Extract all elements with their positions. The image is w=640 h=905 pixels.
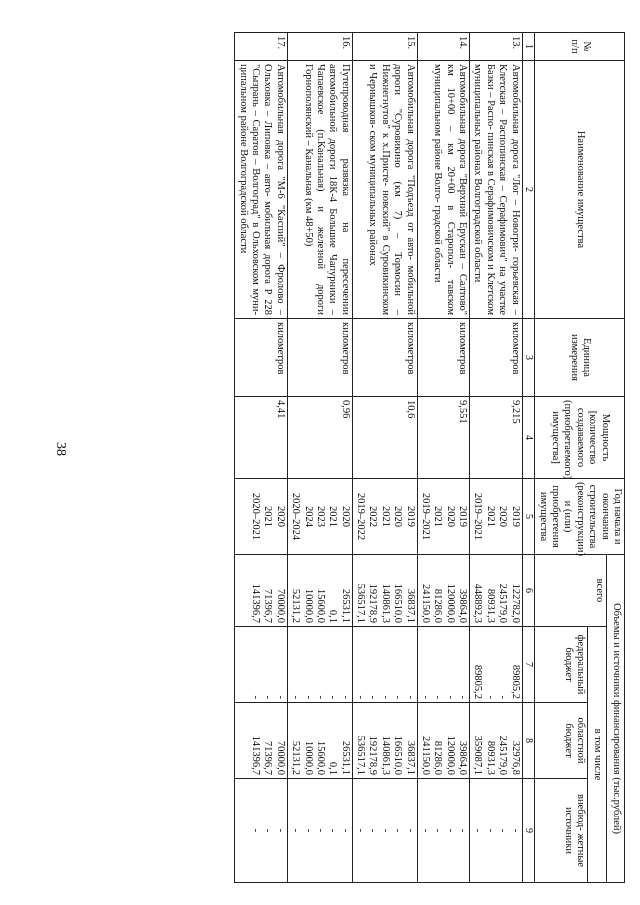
header-years: Год начала и окончания строительства (реконструкции) и (или) приобретения имущества [535, 479, 625, 555]
years-cell-value: 2024 [302, 506, 314, 527]
regional-cell-value: 70000,0 [274, 740, 286, 775]
years-cell-value: 2020–2021 [250, 492, 262, 541]
total-cell-value: 141396,7 [250, 583, 262, 623]
federal-cell [352, 627, 417, 703]
column-index-cell: 7 [522, 627, 535, 703]
header-funding: Объемы и источники финансирования (тыс.рублей) [607, 555, 625, 883]
rotated-table-wrapper [85, 32, 625, 882]
row-number: 15. [352, 33, 417, 61]
federal-cell [235, 627, 288, 703]
header-total: всего [535, 555, 607, 627]
row-number: 13. [470, 33, 523, 61]
property-name: Автомобильная дорога "Лог – Новогри- горьевская – Клетская – Распопинская – Серафимович" на участке Базки – Распо- пинская в Серафимовичском и Клетском муниципальных районах Волгоградской области [470, 61, 523, 319]
total-cell-value: 81286,0 [432, 588, 444, 623]
extra-cell [417, 779, 470, 883]
regional-cell-value: 359087,1 [472, 735, 484, 775]
property-name: Автомобильная дорога "М-6 "Каспий" – Фролово – Ольховка – Липовка – авто- мобильная дорога Р 228 "Сызрань – Саратов – Волгоград" в Ольховском муни- ципальном районе Волгоградской области [235, 61, 288, 319]
header-federal: федеральный бюджет [535, 627, 588, 703]
extra-cell-value: - [290, 828, 302, 833]
regional-cell [352, 703, 417, 779]
federal-cell-value: - [444, 695, 456, 699]
total-cell-value: 10000,0 [302, 588, 314, 623]
extra-cell-value: - [302, 828, 314, 833]
regional-cell-value: 10000,0 [302, 740, 314, 775]
regional-cell-value: 120000,0 [444, 735, 456, 775]
total-cell-value: 192178,9 [367, 583, 379, 623]
federal-cell-value: 89805,2 [472, 664, 484, 699]
federal-cell-value: - [302, 695, 314, 699]
property-name: Автомобильная дорога "Подъезд от авто- мобильной дороги "Суровикино (км 7) – Тормосин – Нижнегнутов" к х.Присте- новский" в Суровикинском и Чернышков- ском муниципальных районах [352, 61, 417, 319]
regional-cell-value: 241150,0 [419, 736, 431, 775]
years-cell-value: 2021 [432, 506, 444, 527]
column-index-cell: 5 [522, 479, 535, 555]
years-cell-value: 2023 [314, 506, 326, 527]
extra-cell-value: - [497, 828, 509, 833]
header-name: Наименование имущества [535, 61, 625, 319]
capacity-cell: 9,551 [417, 397, 470, 479]
header-capacity: Мощность [количество создаваемого (приобретаемого) имущества] [535, 397, 625, 479]
federal-cell-value: - [367, 695, 379, 699]
years-cell [235, 479, 288, 555]
extra-cell [235, 779, 288, 883]
total-cell [352, 555, 417, 627]
extra-cell-value: - [484, 828, 496, 833]
federal-cell-value: - [314, 695, 326, 699]
regional-cell-value: 26531,1 [339, 740, 351, 775]
years-cell-value: 2020 [339, 506, 351, 527]
table-row [470, 33, 523, 883]
years-cell-value: 2021 [327, 506, 339, 527]
regional-cell-value: 71396,7 [262, 740, 274, 775]
years-cell [417, 479, 470, 555]
federal-cell [287, 627, 352, 703]
regional-cell [287, 703, 352, 779]
federal-cell-value: - [274, 695, 286, 699]
federal-cell-value: - [262, 695, 274, 699]
years-cell-value: 2022 [367, 506, 379, 527]
column-index-cell: 6 [522, 555, 535, 627]
years-cell-value: 2019–2022 [355, 492, 367, 541]
regional-cell-value: 36837,1 [404, 740, 416, 775]
regional-cell-value: 166510,0 [392, 735, 404, 775]
regional-cell [417, 703, 470, 779]
table-row [287, 33, 352, 883]
row-number: 14. [417, 33, 470, 61]
extra-cell-value: - [327, 828, 339, 833]
extra-cell-value: - [314, 828, 326, 833]
regional-cell-value: 52131,2 [290, 740, 302, 775]
federal-cell-value: - [250, 695, 262, 699]
total-cell-value: 120000,0 [444, 583, 456, 623]
federal-cell [470, 627, 523, 703]
extra-cell-value: - [509, 828, 521, 833]
extra-cell-value: - [250, 828, 262, 833]
extra-cell-value: - [355, 828, 367, 833]
years-cell-value: 2019 [404, 506, 416, 527]
total-cell-value: 39864,0 [457, 588, 469, 623]
federal-cell-value: - [290, 695, 302, 699]
years-cell-value: 2020 [274, 506, 286, 527]
regional-cell-value: 140861,3 [379, 735, 391, 775]
years-cell [287, 479, 352, 555]
total-cell-value: 536517,1 [355, 583, 367, 623]
header-num: № п/п [535, 33, 625, 61]
extra-cell-value: - [379, 828, 391, 833]
capacity-cell: 9,215 [470, 397, 523, 479]
years-cell-value: 2020–2024 [290, 492, 302, 541]
regional-cell-value: 81286,0 [432, 740, 444, 775]
years-cell-value: 2019–2021 [419, 492, 431, 541]
years-cell-value: 2019 [509, 506, 521, 527]
extra-cell-value: - [262, 828, 274, 833]
total-cell [417, 555, 470, 627]
header-incl: в том числе [588, 627, 607, 883]
row-number: 17. [235, 33, 288, 61]
regional-cell-value: 39864,0 [457, 740, 469, 775]
total-cell-value: 241150,0 [419, 584, 431, 623]
total-cell-value: 80931,3 [484, 588, 496, 623]
extra-cell [287, 779, 352, 883]
federal-cell-value: - [327, 695, 339, 699]
total-cell-value: 140861,3 [379, 583, 391, 623]
years-cell-value: 2021 [262, 506, 274, 527]
federal-cell-value: - [497, 695, 509, 699]
extra-cell-value: - [432, 828, 444, 833]
extra-cell [470, 779, 523, 883]
unit-cell: километров [287, 319, 352, 397]
extra-cell-value: - [367, 828, 379, 833]
total-cell-value: 26531,1 [339, 588, 351, 623]
federal-cell-value: - [419, 695, 431, 699]
unit-cell: километров [352, 319, 417, 397]
extra-cell-value: - [392, 828, 404, 833]
total-cell-value: 245179,0 [497, 583, 509, 623]
header-unit: Единица измерения [535, 319, 625, 397]
regional-cell-value: 141396,7 [250, 735, 262, 775]
table-row [235, 33, 288, 883]
table-row [417, 33, 470, 883]
column-index-cell: 8 [522, 703, 535, 779]
regional-cell-value: 0,1 [327, 761, 339, 775]
total-cell-value: 15600,0 [314, 588, 326, 623]
extra-cell-value: - [472, 828, 484, 833]
total-cell-value: 71396,7 [262, 588, 274, 623]
years-cell-value: 2021 [484, 506, 496, 527]
regional-cell [235, 703, 288, 779]
table-body [235, 33, 522, 883]
years-cell-value: 2020 [444, 506, 456, 527]
extra-cell-value: - [419, 828, 431, 833]
federal-cell-value: - [404, 695, 416, 699]
extra-cell-value: - [274, 828, 286, 833]
total-cell-value: 0,1 [327, 609, 339, 623]
unit-cell: километров [235, 319, 288, 397]
extra-cell-value: - [457, 828, 469, 833]
federal-cell-value: - [379, 695, 391, 699]
total-cell [235, 555, 288, 627]
regional-cell [470, 703, 523, 779]
years-cell-value: 2019 [457, 506, 469, 527]
years-cell-value: 2020 [497, 506, 509, 527]
federal-cell [417, 627, 470, 703]
regional-cell-value: 192178,9 [367, 735, 379, 775]
header-extra: внебюд- жетные источники [535, 779, 588, 883]
federal-cell-value: - [484, 695, 496, 699]
years-cell [352, 479, 417, 555]
column-index-cell: 2 [522, 61, 535, 319]
extra-cell [352, 779, 417, 883]
table-row [352, 33, 417, 883]
federal-cell-value: 89805,2 [509, 664, 521, 699]
regional-cell-value: 536517,1 [355, 735, 367, 775]
column-index-row [522, 33, 535, 883]
property-name: Автомобильная дорога "Верхний Ерускан – Салтово" км 10+00 – км 20+00 в Старопол- тавском муниципальном районе Волго- градской области [417, 61, 470, 319]
federal-cell-value: - [457, 695, 469, 699]
federal-cell-value: - [355, 695, 367, 699]
capacity-cell: 0,96 [287, 397, 352, 479]
years-cell-value: 2021 [379, 506, 391, 527]
total-cell-value: 166510,0 [392, 583, 404, 623]
column-index-cell: 4 [522, 397, 535, 479]
regional-cell-value: 80931,3 [484, 740, 496, 775]
column-index-cell: 1 [522, 33, 535, 61]
capacity-cell: 4,41 [235, 397, 288, 479]
column-index-cell: 9 [522, 779, 535, 883]
federal-cell-value: - [392, 695, 404, 699]
years-cell-value: 2019–2021 [472, 492, 484, 541]
total-cell [287, 555, 352, 627]
column-index-cell: 3 [522, 319, 535, 397]
extra-cell-value: - [404, 828, 416, 833]
header-regional: областной бюджет [535, 703, 588, 779]
unit-cell: километров [470, 319, 523, 397]
property-funding-table [234, 32, 625, 883]
property-name: Путепроводная развязка на пересечении автомобильной дороги 18К-4 Большие Чапурники – Чапаевское (п.Канальная) и железной дороги Горнополянский – Канальная (км 48+50) [287, 61, 352, 319]
federal-cell-value: - [339, 695, 351, 699]
years-cell-value: 2020 [392, 506, 404, 527]
total-cell-value: 52131,2 [290, 588, 302, 623]
unit-cell: километров [417, 319, 470, 397]
total-cell-value: 122782,0 [509, 583, 521, 623]
total-cell-value: 70000,0 [274, 588, 286, 623]
extra-cell-value: - [339, 828, 351, 833]
extra-cell-value: - [444, 828, 456, 833]
total-cell [470, 555, 523, 627]
years-cell [470, 479, 523, 555]
total-cell-value: 448892,3 [472, 583, 484, 623]
capacity-cell: 10,6 [352, 397, 417, 479]
regional-cell-value: 245179,0 [497, 735, 509, 775]
page-number: 38 [53, 442, 68, 456]
row-number: 16. [287, 33, 352, 61]
regional-cell-value: 15600,0 [314, 740, 326, 775]
total-cell-value: 36837,1 [404, 588, 416, 623]
federal-cell-value: - [432, 695, 444, 699]
regional-cell-value: 32976,8 [509, 740, 521, 775]
